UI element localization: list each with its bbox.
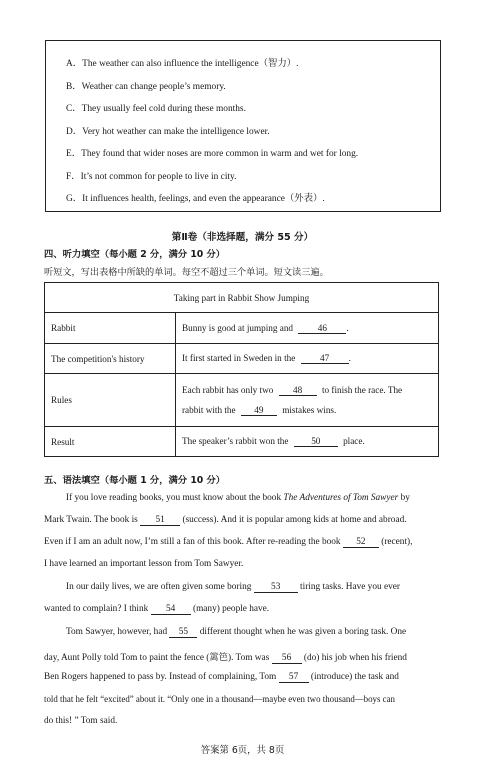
blank-47: 47	[301, 353, 349, 364]
option-f: F．It’s not common for people to live in city.	[66, 172, 237, 182]
blank-54: 54	[151, 604, 191, 615]
option-c: C．They usually feel cold during these months.	[66, 104, 246, 114]
table-row	[45, 344, 439, 374]
option-d: D．Very hot weather can make the intelligence lower.	[66, 127, 270, 137]
blank-49: 49	[241, 405, 277, 416]
row-content: It first started in Sweden in the 47 .	[176, 344, 439, 374]
table-row	[45, 374, 439, 427]
option-g: G．It influences health, feelings, and even the appearance（外表）.	[66, 194, 325, 204]
row-content: The speaker’s rabbit won the 50 place.	[176, 427, 439, 457]
paragraph-line: Even if I am an adult now, I’m still a fan of this book. After re-reading the book 52 (recent),	[44, 537, 413, 547]
paragraph-line: If you love reading books, you must know about the book The Adventures of Tom Sawyer by	[66, 493, 410, 503]
blank-48: 48	[279, 385, 317, 396]
blank-53: 53	[254, 582, 298, 593]
blank-46: 46	[298, 323, 346, 334]
part4-heading: 四、听力填空（每小题 2 分，满分 10 分）	[44, 249, 226, 260]
blank-50: 50	[294, 436, 338, 447]
row-label: Rules	[45, 374, 176, 427]
paragraph-line: Ben Rogers happened to pass by. Instead of complaining, Tom 57 (introduce) the task and	[44, 672, 399, 682]
options-box	[45, 40, 441, 212]
option-e: E．They found that wider noses are more common in warm and wet for long.	[66, 149, 359, 159]
part5-heading: 五、语法填空（每小题 1 分，满分 10 分）	[44, 475, 226, 486]
paragraph-line: In our daily lives, we are often given some boring 53 tiring tasks. Have you ever	[66, 582, 400, 592]
blank-52: 52	[343, 537, 379, 548]
row-content: Bunny is good at jumping and 46 .	[176, 313, 439, 344]
paragraph-line: I have learned an important lesson from Tom Sawyer.	[44, 559, 244, 569]
section2-title: 第Ⅱ卷（非选择题，满分 55 分）	[171, 232, 314, 243]
blank-56: 56	[272, 653, 302, 664]
paragraph-line: Mark Twain. The book is 51 (success). And it is popular among kids at home and abroad.	[44, 515, 407, 525]
blank-57: 57	[279, 672, 309, 683]
part4-instruction: 听短文，写出表格中所缺的单词。每空不超过三个单词。短文读三遍。	[44, 267, 329, 278]
blank-51: 51	[140, 515, 180, 526]
row-label: Rabbit	[45, 313, 176, 344]
paragraph-line: told that he felt “excited” about it. “Only one in a thousand—maybe even two thousand—boys can	[44, 694, 395, 704]
paragraph-line: do this! ” Tom said.	[44, 716, 118, 726]
option-b: B．Weather can change people’s memory.	[66, 82, 226, 92]
listening-table	[44, 282, 439, 457]
table-title: Taking part in Rabbit Show Jumping	[45, 283, 439, 313]
table-row	[45, 313, 439, 344]
option-a: A．The weather can also influence the intelligence（智力）.	[66, 59, 299, 69]
paragraph-line: wanted to complain? I think 54 (many) people have.	[44, 604, 270, 614]
table-row	[45, 427, 439, 457]
paragraph-line: Tom Sawyer, however, had 55 different thought when he was given a boring task. One	[66, 627, 407, 637]
row-content: Each rabbit has only two 48 to finish the race. The rabbit with the 49 mistakes wins.	[176, 374, 439, 427]
blank-55: 55	[169, 627, 197, 638]
page-footer: 答案第 6页，共 8页	[200, 745, 285, 756]
row-label: Result	[45, 427, 176, 457]
paragraph-line: day, Aunt Polly told Tom to paint the fence (篱笆). Tom was 56 (do) his job when his friend	[44, 653, 407, 663]
row-label: The competition's history	[45, 344, 176, 374]
